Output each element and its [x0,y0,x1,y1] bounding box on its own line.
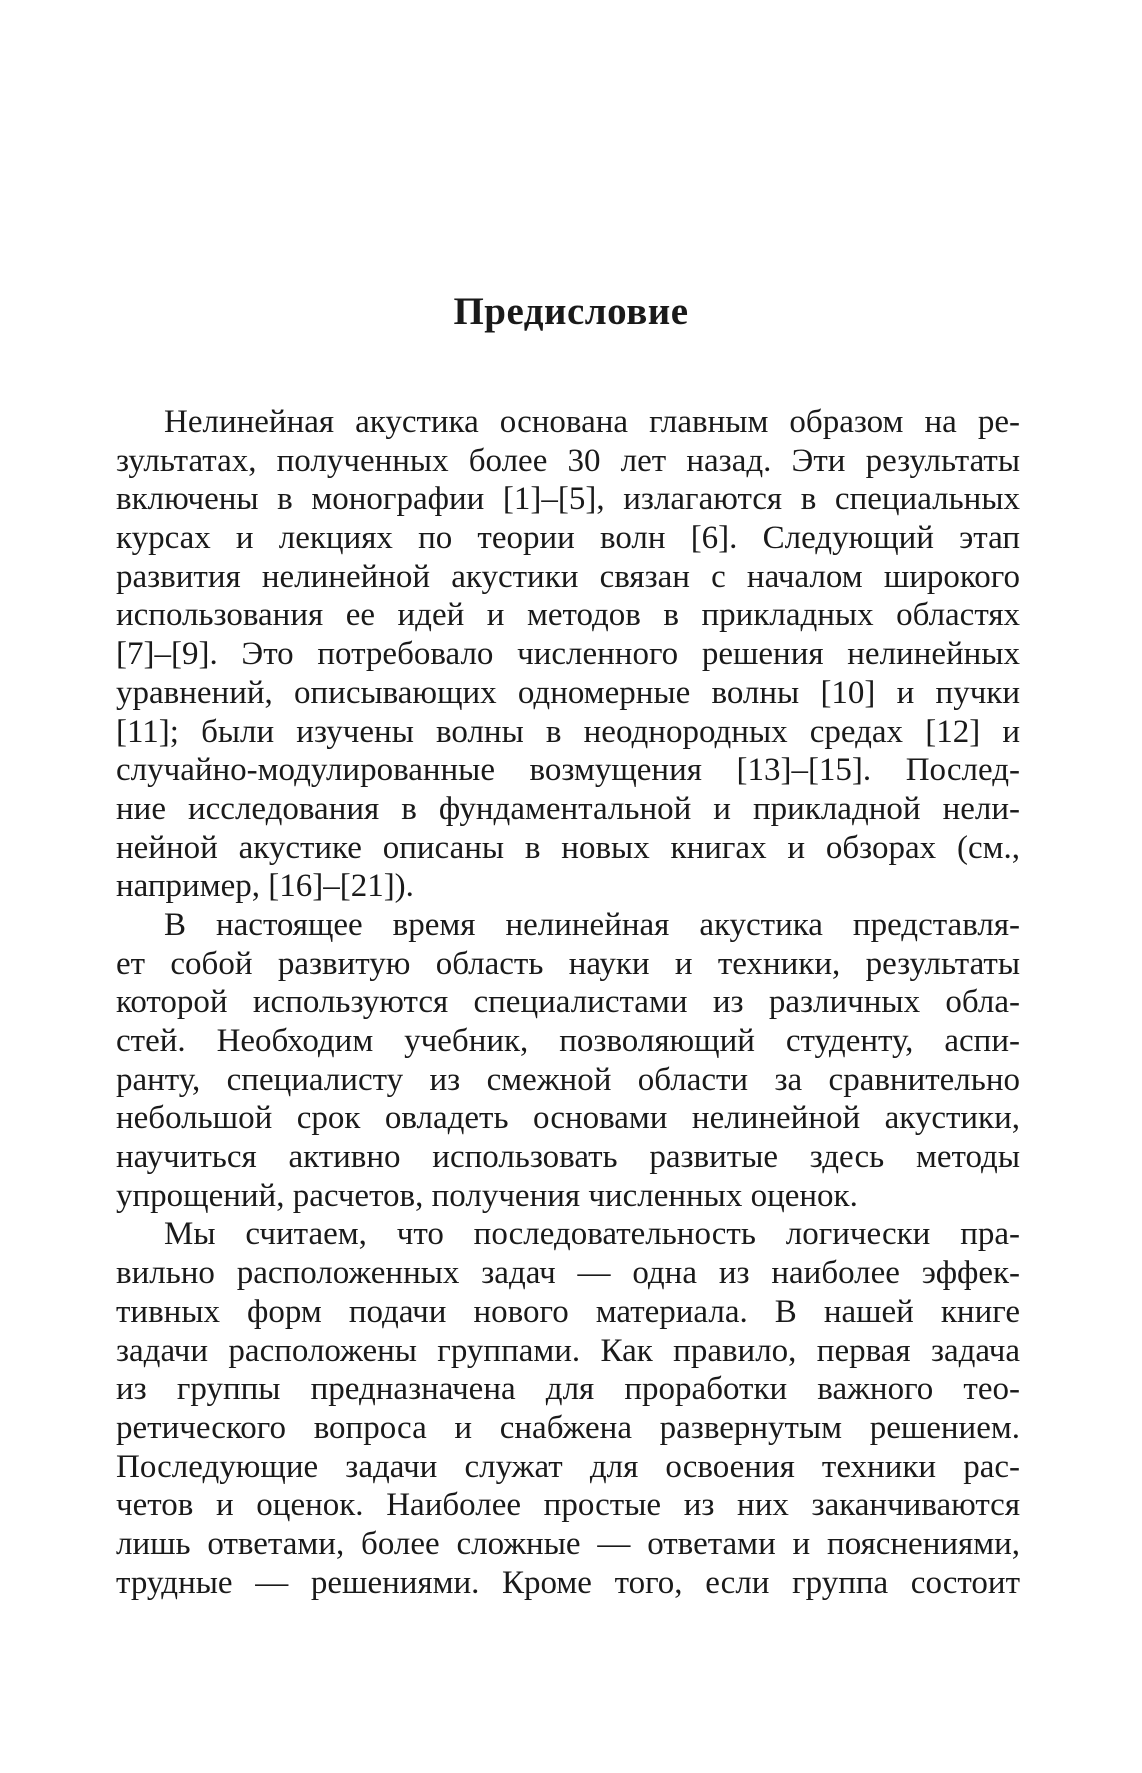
text-line: включены в монографии [1]–[5], излагаются в специальных [116,481,1020,518]
page-title: Предисловие [453,290,689,333]
text-line: Мы считаем, что последовательность логически пра- [164,1216,1020,1253]
text-line: научиться активно использовать развитые здесь методы [116,1139,1020,1176]
text-line: лишь ответами, более сложные — ответами и пояснениями, [116,1525,1020,1562]
text-line: уравнений, описывающих одномерные волны [10] и пучки [116,674,1020,711]
text-line: [7]–[9]. Это потребовало численного решения нелинейных [116,636,1020,673]
text-line: из группы предназначена для проработки важного тео- [116,1371,1020,1408]
text-line: ет собой развитую область науки и техники, результаты [116,945,1020,982]
text-line: Последующие задачи служат для освоения техники рас- [116,1448,1020,1485]
text-line: стей. Необходим учебник, позволяющий студенту, аспи- [116,1023,1020,1059]
text-line: Нелинейная акустика основана главным образом на ре- [164,404,1020,440]
text-line: которой используются специалистами из различных обла- [116,984,1020,1021]
text-line: трудные — решениями. Кроме того, если группа состоит [116,1564,1020,1601]
text-line: курсах и лекциях по теории волн [6]. Следующий этап [116,520,1020,557]
text-line: развития нелинейной акустики связан с началом широкого [116,558,1020,595]
text-line: В настоящее время нелинейная акустика представля- [164,906,1020,943]
text-line: задачи расположены группами. Как правило, первая задача [116,1332,1020,1369]
text-line: четов и оценок. Наиболее простые из них заканчиваются [116,1487,1020,1524]
text-line: зультатах, полученных более 30 лет назад. Эти результаты [116,442,1020,479]
text-line: например, [16]–[21]). [116,868,414,905]
preface-body [116,403,1020,1602]
text-line: [11]; были изучены волны в неоднородных средах [12] и [116,713,1020,750]
text-line: нейной акустике описаны в новых книгах и обзорах (см., [116,829,1020,866]
text-line: вильно расположенных задач — одна из наиболее эффек- [116,1255,1020,1292]
text-line: небольшой срок овладеть основами нелинейной акустики, [116,1100,1020,1137]
text-line: ретического вопроса и снабжена развернутым решением. [116,1409,1020,1446]
text-line: ранту, специалисту из смежной области за сравнительно [116,1061,1020,1098]
text-line: упрощений, расчетов, получения численных оценок. [116,1177,858,1214]
paragraph-1 [116,403,1020,906]
text-line: тивных форм подачи нового материала. В нашей книге [116,1293,1020,1330]
text-line: использования ее идей и методов в прикладных областях [116,597,1020,634]
text-line: случайно-модулированные возмущения [13]–[15]. Послед- [116,752,1020,789]
paragraph-2 [116,906,1020,1216]
paragraph-3 [116,1215,1020,1602]
text-line: ние исследования в фундаментальной и прикладной нели- [116,790,1020,827]
